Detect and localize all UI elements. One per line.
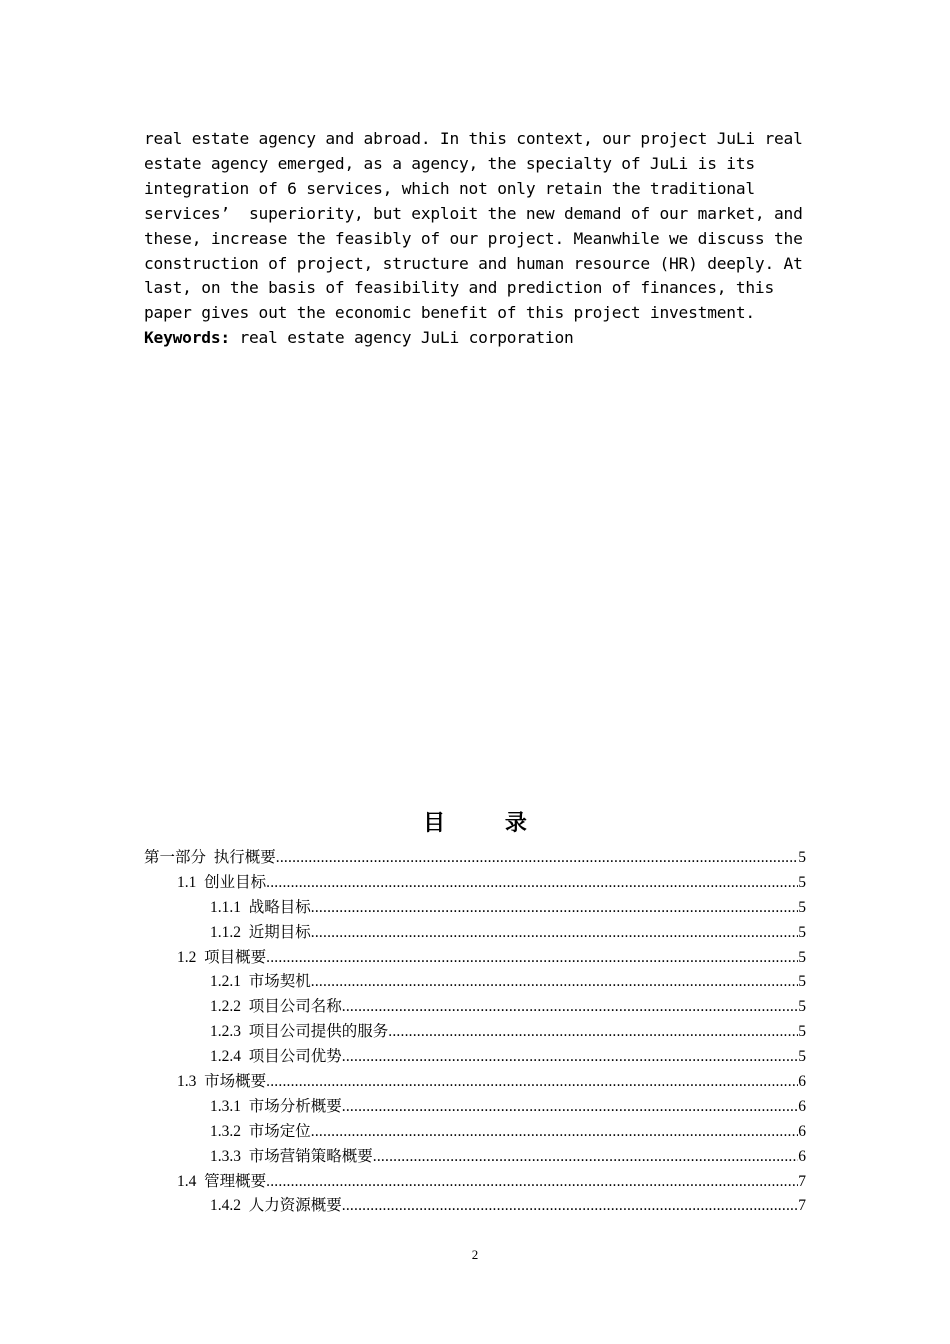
toc-entry-page: 5 (798, 948, 806, 966)
toc-entry[interactable] (144, 1194, 806, 1219)
toc-entry[interactable] (144, 970, 806, 995)
toc-entry-label: 1.1 创业目标 (177, 873, 267, 891)
toc-entry-page: 5 (798, 873, 806, 891)
toc-entry-label: 1.4.2 人力资源概要 (210, 1197, 342, 1215)
toc-entry-page: 5 (798, 973, 806, 991)
toc-entry[interactable] (144, 1070, 806, 1095)
toc-dot-leader (342, 995, 798, 1020)
toc-entry-page: 5 (798, 923, 806, 941)
toc-entry-label: 1.1.2 近期目标 (210, 923, 311, 941)
toc-dot-leader (311, 1120, 798, 1145)
toc-entry[interactable] (144, 1045, 806, 1070)
abstract-line: services’ superiority, but exploit the new demand of our market, and (144, 203, 803, 223)
toc-entry[interactable] (144, 921, 806, 946)
toc-entry-page: 6 (798, 1122, 806, 1140)
toc-entry-page: 6 (798, 1097, 806, 1115)
toc-entry-page: 5 (798, 998, 806, 1016)
toc-dot-leader (342, 1045, 798, 1070)
abstract-line: construction of project, structure and human resource (HR) deeply. At (144, 253, 803, 273)
toc-entry[interactable] (144, 896, 806, 921)
toc-dot-leader (373, 1145, 798, 1170)
abstract-line: last, on the basis of feasibility and prediction of finances, this (144, 278, 775, 298)
toc-entry-label: 第一部分 执行概要 (144, 849, 276, 866)
toc-entry-label: 1.3 市场概要 (177, 1073, 267, 1091)
toc-entry-label: 1.3.2 市场定位 (210, 1122, 311, 1140)
page-number: 2 (471, 1247, 479, 1262)
toc-entry-page: 7 (798, 1172, 806, 1190)
toc-entry-label: 1.2.1 市场契机 (210, 973, 311, 991)
toc-entry-page: 5 (798, 898, 806, 916)
keywords-text: real estate agency JuLi corporation (229, 328, 574, 348)
toc-entry[interactable] (144, 1020, 806, 1045)
abstract-line: these, increase the feasibly of our project. Meanwhile we discuss the (144, 228, 803, 248)
toc-dot-leader (266, 871, 798, 896)
toc-dot-leader (311, 896, 798, 921)
toc-entry-page: 6 (798, 1073, 806, 1091)
toc-entry[interactable] (144, 1095, 806, 1120)
toc-entry[interactable] (144, 1120, 806, 1145)
toc-entry-page: 5 (798, 849, 806, 866)
table-of-contents (144, 846, 806, 1219)
toc-entry-label: 1.2.2 项目公司名称 (210, 998, 342, 1016)
toc-dot-leader (388, 1020, 798, 1045)
toc-entry[interactable] (144, 846, 806, 871)
toc-dot-leader (311, 921, 798, 946)
toc-entry[interactable] (144, 871, 806, 896)
toc-entry-label: 1.2 项目概要 (177, 948, 267, 966)
toc-dot-leader (266, 1170, 798, 1195)
abstract-line: integration of 6 services, which not only retain the traditional (144, 178, 755, 198)
toc-entry-label: 1.4 管理概要 (177, 1172, 267, 1190)
toc-entry[interactable] (144, 995, 806, 1020)
toc-entry-page: 5 (798, 1048, 806, 1066)
abstract-line: paper gives out the economic benefit of this project investment. (144, 303, 755, 323)
toc-dot-leader (276, 846, 798, 871)
toc-entry[interactable] (144, 1145, 806, 1170)
keywords-label: Keywords: (144, 328, 230, 348)
toc-title: 目 录 (423, 811, 553, 836)
abstract-line: estate agency emerged, as a agency, the specialty of JuLi is its (144, 153, 755, 173)
toc-entry-page: 5 (798, 1023, 806, 1041)
toc-entry[interactable] (144, 946, 806, 971)
toc-entry-label: 1.3.1 市场分析概要 (210, 1097, 342, 1115)
toc-entry-page: 7 (798, 1197, 806, 1215)
toc-dot-leader (266, 1070, 798, 1095)
toc-entry-label: 1.2.3 项目公司提供的服务 (210, 1023, 389, 1041)
abstract-text-block (144, 127, 814, 351)
toc-entry-label: 1.2.4 项目公司优势 (210, 1048, 342, 1066)
toc-dot-leader (342, 1095, 798, 1120)
toc-entry-page: 6 (798, 1147, 806, 1165)
toc-entry-label: 1.1.1 战略目标 (210, 898, 311, 916)
keywords-line (144, 326, 814, 351)
toc-dot-leader (342, 1194, 798, 1219)
abstract-line: real estate agency and abroad. In this context, our project JuLi real (144, 129, 803, 148)
toc-entry[interactable] (144, 1170, 806, 1195)
toc-dot-leader (266, 946, 798, 971)
toc-entry-label: 1.3.3 市场营销策略概要 (210, 1147, 373, 1165)
toc-dot-leader (311, 970, 798, 995)
